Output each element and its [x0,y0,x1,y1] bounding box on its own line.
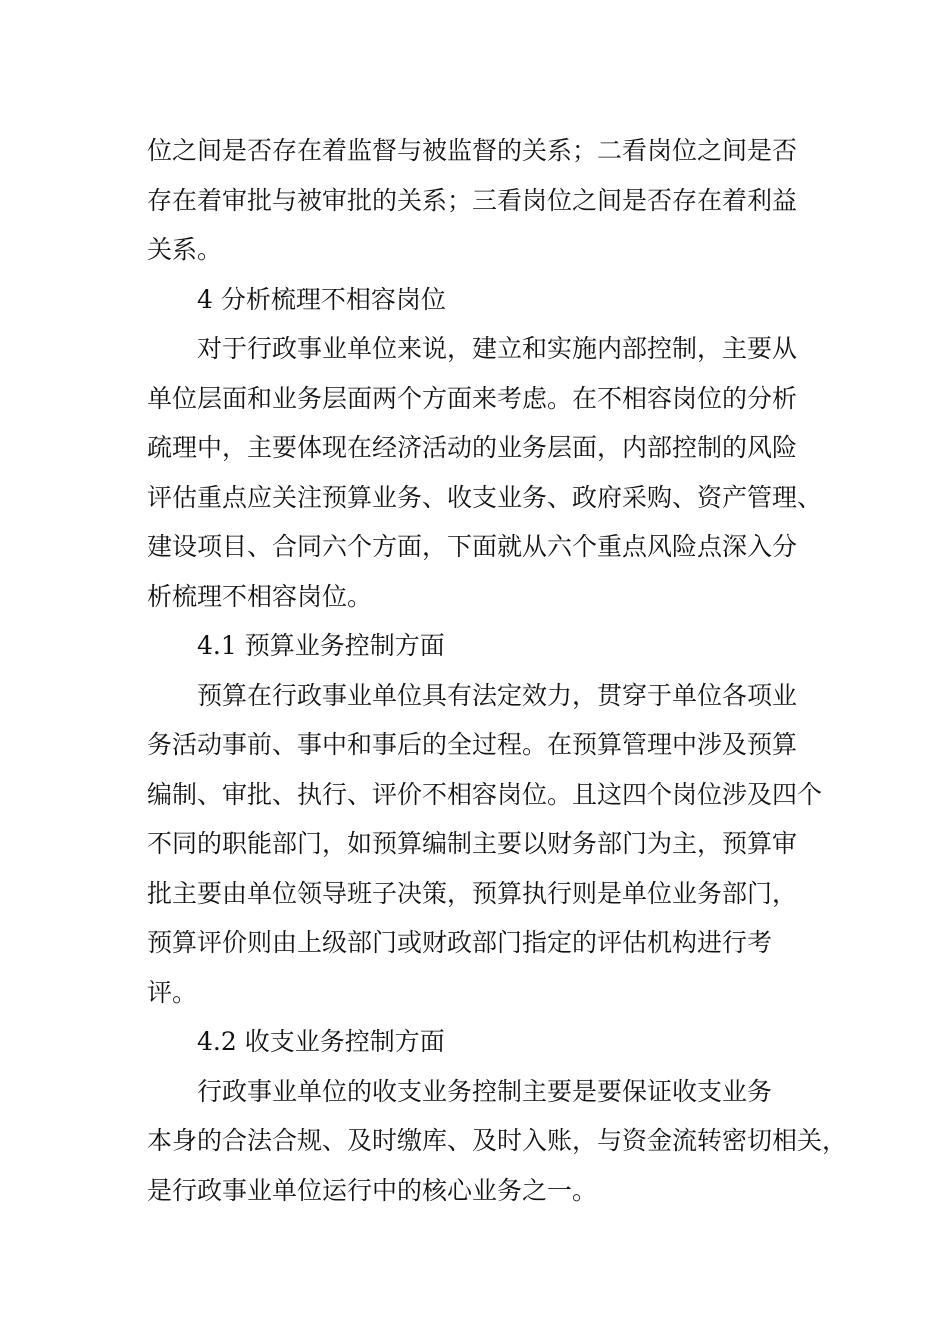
text-line: 本身的合法合规、及时缴库、及时入账，与资金流转密切相关， [147,1126,848,1155]
text-line: 评。 [147,977,198,1007]
text-line: 对于行政事业单位来说，建立和实施内部控制，主要从 [197,334,798,363]
text-line: 位之间是否存在着监督与被监督的关系；二看岗位之间是否 [147,136,798,165]
text-line: 批主要由单位领导班子决策，预算执行则是单位业务部门， [147,878,798,908]
text-line: 单位层面和业务层面两个方面来考虑。在不相容岗位的分析 [147,383,798,413]
text-line: 预算评价则由上级部门或财政部门指定的评估机构进行考 [147,928,773,957]
text-line: 评估重点应关注预算业务、收支业务、政府采购、资产管理、 [147,482,823,512]
section-heading-4-2: 4.2 收支业务控制方面 [197,1027,445,1056]
text-line: 行政事业单位的收支业务控制主要是要保证收支业务 [197,1076,773,1106]
text-line: 疏理中，主要体现在经济活动的业务层面，内部控制的风险 [147,433,798,462]
text-line: 建设项目、合同六个方面，下面就从六个重点风险点深入分 [147,532,798,561]
text-line: 编制、审批、执行、评价不相容岗位。且这四个岗位涉及四个 [147,779,823,809]
section-heading-4: 4 分析梳理不相容岗位 [197,284,446,314]
text-line: 存在着审批与被审批的关系；三看岗位之间是否存在着利益 [147,185,798,215]
text-line: 务活动事前、事中和事后的全过程。在预算管理中涉及预算 [147,730,798,759]
text-line: 析梳理不相容岗位。 [147,581,373,611]
text-line: 不同的职能部门，如预算编制主要以财务部门为主，预算审 [147,829,798,858]
text-line: 是行政事业单位运行中的核心业务之一。 [147,1175,598,1205]
text-line: 关系。 [147,235,223,264]
section-heading-4-1: 4.1 预算业务控制方面 [197,631,445,660]
text-line: 预算在行政事业单位具有法定效力，贯穿于单位各项业 [197,680,798,710]
document-body [147,126,848,1215]
